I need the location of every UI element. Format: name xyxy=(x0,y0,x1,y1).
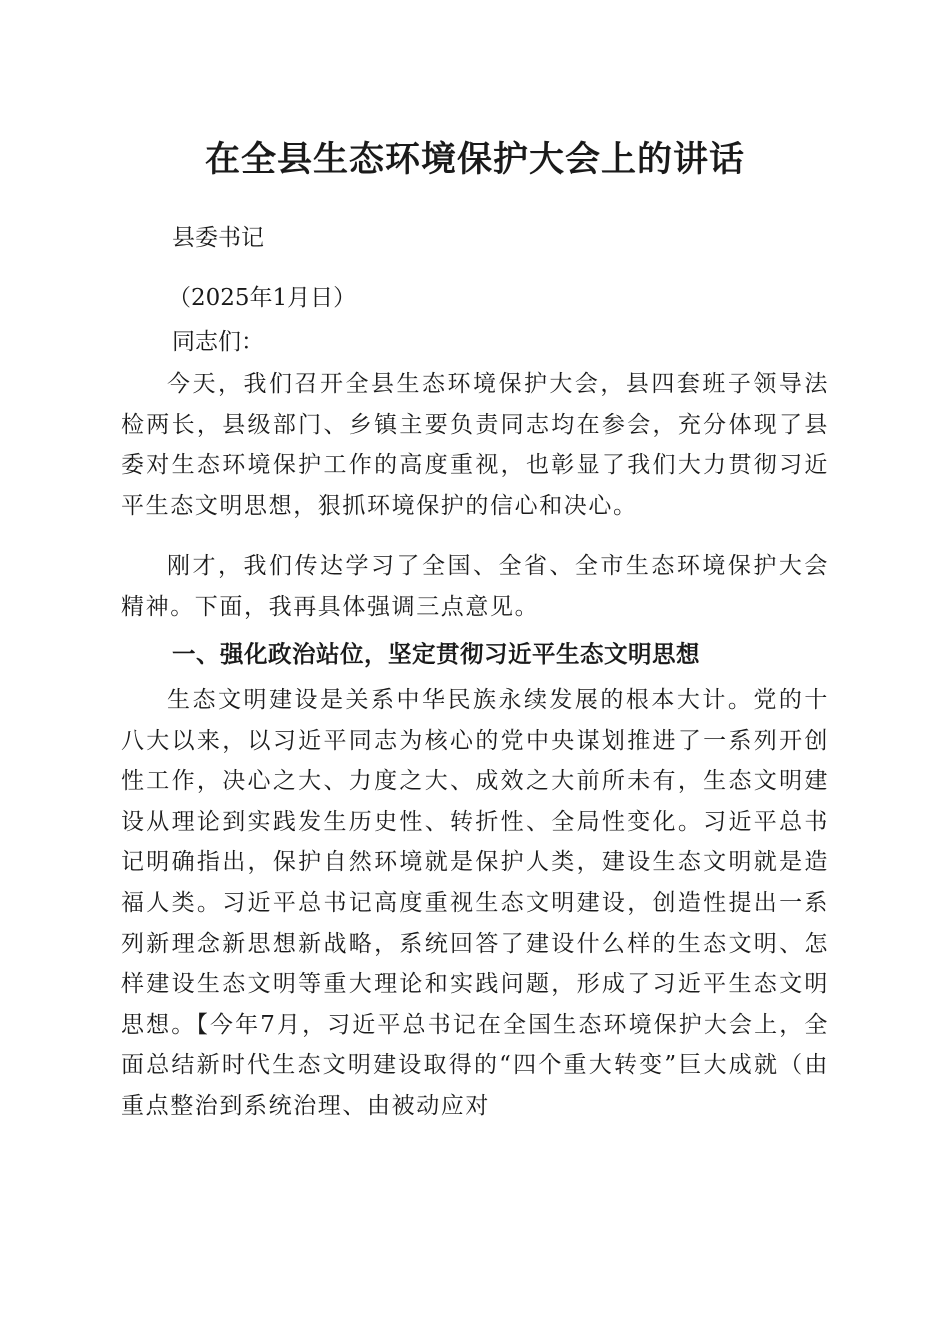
speaker-line: 县委书记 xyxy=(172,225,264,251)
document-title: 在全县生态环境保护大会上的讲话 xyxy=(204,139,745,180)
paragraph-intro: 今天，我们召开全县生态环境保护大会，县四套班子领导法检两长，县级部门、乡镇主要负责同志均在参会，充分体现了县委对生态环境保护工作的高度重视，也彰显了我们大力贯彻习近平生态文明思想，狠抓环境保护的信心和决心。 xyxy=(121,371,829,519)
salutation: 同志们： xyxy=(172,329,264,355)
date-line: （2025年1月日） xyxy=(168,285,357,311)
paragraph-transition: 刚才，我们传达学习了全国、全省、全市生态环境保护大会精神。下面，我再具体强调三点意见。 xyxy=(121,553,829,620)
paragraph-section-one: 生态文明建设是关系中华民族永续发展的根本大计。党的十八大以来，以习近平同志为核心的党中央谋划推进了一系列开创性工作，决心之大、力度之大、成效之大前所未有，生态文明建设从理论到实践发生历史性、转折性、全局性变化。习近平总书记明确指出，保护自然环境就是保护人类，建设生态文明就是造福人类。习近平总书记高度重视生态文明建设，创造性提出一系列新理念新思想新战略，系统回答了建设什么样的生态文明、怎样建设生态文明等重大理论和实践问题，形成了习近平生态文明思想。【今年7月，习近平总书记在全国生态环境保护大会上，全面总结新时代生态文明建设取得的“四个重大转变”巨大成就（由重点整治到系统治理、由被动应对 xyxy=(121,687,829,1119)
section-heading: 一、强化政治站位，坚定贯彻习近平生态文明思想 xyxy=(172,640,700,668)
